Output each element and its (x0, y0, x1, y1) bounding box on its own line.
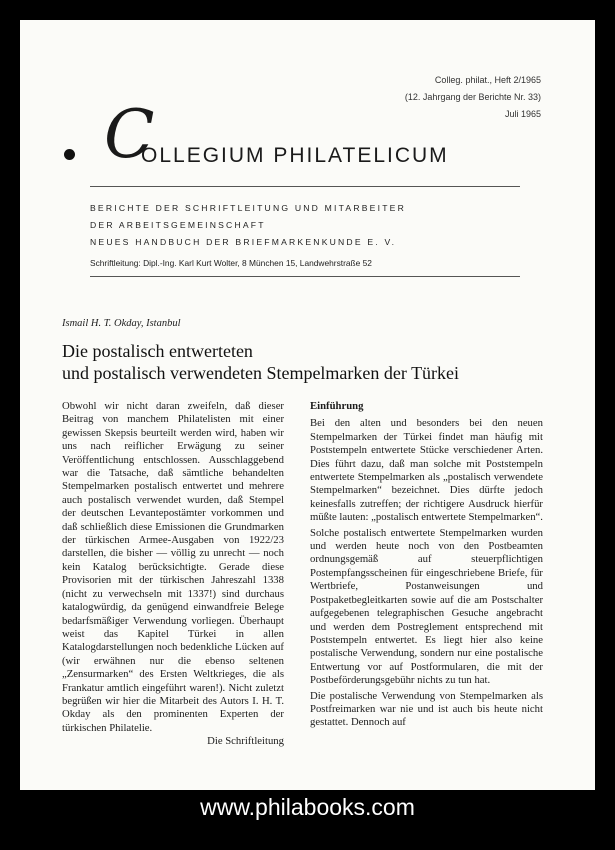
subtitle-line: DER ARBEITSGEMEINSCHAFT (90, 220, 266, 230)
paragraph: Bei den alten und besonders bei den neuen Stempelmarken der Türkei findet man häufig mit Poststempeln entwertete Stücke verschiedener Arten. Dies führt dazu, daß man solche mit Poststempeln entwertete Stempelmarken als „postalisch verwendete Stempelmarken“ bezeichnet. Dies dürfte jedoch keinesfalls zutreffen; der richtigere Ausdruck hierfür müßte lauten: „postalisch entwertete Stempelmarken“. (310, 417, 543, 524)
subtitle-line: BERICHTE DER SCHRIFTLEITUNG UND MITARBEITER (90, 203, 406, 213)
editorial-signature: Die Schriftleitung (207, 735, 284, 748)
article-author: Ismail H. T. Okday, Istanbul (62, 318, 181, 329)
document-page (20, 20, 595, 790)
left-column (62, 400, 284, 749)
divider (90, 186, 520, 187)
logo-initial: C (104, 96, 155, 173)
divider (90, 276, 520, 277)
paragraph: Die postalische Verwendung von Stempelmarken als Postfreimarken war nie und ist auch bis heute nicht gestattet. Dennoch auf (310, 689, 543, 729)
title-line: Die postalisch entwerteten (62, 341, 253, 361)
bullet-mark (64, 149, 75, 160)
article-title (62, 340, 459, 384)
website-url[interactable]: www.philabooks.com (200, 794, 415, 820)
section-heading: Einführung (310, 400, 364, 412)
editorial-intro: Obwohl wir nicht daran zweifeln, daß dieser Beitrag von manchem Philatelisten mit einer gewissen Skepsis beurteilt werden wird, haben wir uns nach reiflicher Erwägung zu seiner Veröffentlichung entschlossen. Ausschlaggebend war die Tatsache, daß sämtliche behandelten Stempelmarken postalisch entwertet und mehrere auch postalisch verwendet wurden, daß Stempel der deutschen Levantepostämter vorkommen und daß schließlich diese Emissionen die Grundmarken der türkischen Armee-Ausgaben von 1922/23 darstellen, die bisher — völlig zu unrecht — noch kein Katalog berücksichtigte. Gerade diese Provisorien mit der türkischen Jahreszahl 1338 (nicht zu verwechseln mit 1337!) sind durchaus katalogwürdig, da genügend einwandfreie Belege bedarfsmäßiger Verwendung vorliegen. Überhaupt weist das Kapitel Türkei in allen Katalogdarstellungen noch bedenkliche Lücken auf (wir erwähnen nur die ebenso seltenen „Zensurmarken“ des Ersten Weltkrieges, die als Frankatur amtlich eingeführt waren!). Nicht zuletzt begrüßen wir hier die Mitarbeit des Autors I. H. T. Okday als den prominenten Experten der türkischen Philatelie. (62, 400, 284, 734)
right-column (310, 400, 543, 732)
journal-subtitle (90, 200, 406, 251)
paragraph: Solche postalisch entwertete Stempelmarken wurden und werden heute noch von den Postbeamten ordnungsgemäß auf steuerpflichtigen Postempfangsscheinen für eingeschriebene Briefe, für Wertbriefe, Postanweisungen und Postpaketbegleitkarten sowie auf die am Postschalter aufgegebenen telegraphischen Gesuche angebracht und werden dem Postreglement entsprechend mit Poststempeln entwertet. Es liegt hier also keine postalische Verwendung, sondern nur eine postalische Entwertung vor auf Postformularen, die mit der Postbeförderungsgebühr nichts zu tun hat. (310, 526, 543, 687)
date-line: Juli 1965 (504, 109, 541, 119)
journal-title: OLLEGIUM PHILATELICUM (141, 144, 449, 167)
volume-line: (12. Jahrgang der Berichte Nr. 33) (404, 92, 541, 102)
issue-line: Colleg. philat., Heft 2/1965 (434, 75, 541, 85)
issue-metadata (405, 72, 541, 123)
editor-address: Schriftleitung: Dipl.-Ing. Karl Kurt Wolter, 8 München 15, Landwehrstraße 52 (90, 258, 372, 268)
title-line: und postalisch verwendeten Stempelmarken der Türkei (62, 363, 460, 383)
subtitle-line: NEUES HANDBUCH DER BRIEFMARKENKUNDE E. V. (90, 237, 397, 247)
